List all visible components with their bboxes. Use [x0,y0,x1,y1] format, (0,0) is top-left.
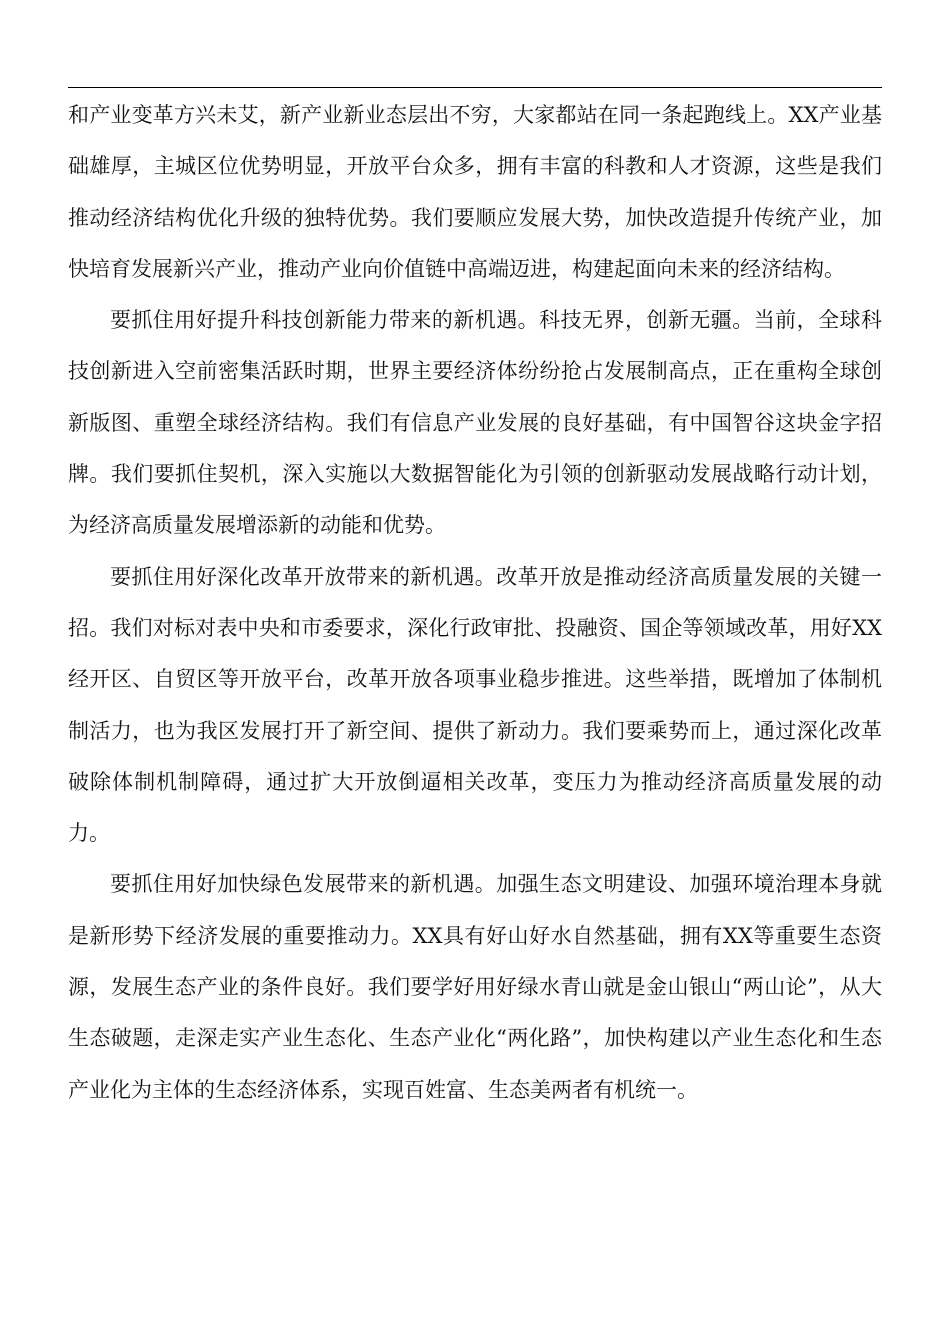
document-body [68,90,882,1116]
paragraph-industry-transformation: 和产业变革方兴未艾，新产业新业态层出不穷，大家都站在同一条起跑线上。XX产业基础雄厚，主城区位优势明显，开放平台众多，拥有丰富的科教和人才资源，这些是我们推动经济结构优化升级的独特优势。我们要顺应发展大势，加快改造提升传统产业，加快培育发展新兴产业，推动产业向价值链中高端迈进，构建起面向未来的经济结构。 [68,103,882,281]
paragraph-reform-opening: 要抓住用好深化改革开放带来的新机遇。改革开放是推动经济高质量发展的关键一招。我们对标对表中央和市委要求，深化行政审批、投融资、国企等领域改革，用好XX经开区、自贸区等开放平台，改革开放各项事业稳步推进。这些举措，既增加了体制机制活力，也为我区发展打开了新空间、提供了新动力。我们要乘势而上，通过深化改革破除体制机制障碍，通过扩大开放倒逼相关改革，变压力为推动经济高质量发展的动力。 [68,564,882,846]
paragraph-green-development: 要抓住用好加快绿色发展带来的新机遇。加强生态文明建设、加强环境治理本身就是新形势下经济发展的重要推动力。XX具有好山好水自然基础，拥有XX等重要生态资源，发展生态产业的条件良好。我们要学好用好绿水青山就是金山银山“两山论”，从大生态破题，走深走实产业生态化、生态产业化“两化路”，加快构建以产业生态化和生态产业化为主体的生态经济体系，实现百姓富、生态美两者有机统一。 [68,872,882,1102]
paragraph-tech-innovation: 要抓住用好提升科技创新能力带来的新机遇。科技无界，创新无疆。当前，全球科技创新进入空前密集活跃时期，世界主要经济体纷纷抢占发展制高点，正在重构全球创新版图、重塑全球经济结构。我们有信息产业发展的良好基础，有中国智谷这块金字招牌。我们要抓住契机，深入实施以大数据智能化为引领的创新驱动发展战略行动计划，为经济高质量发展增添新的动能和优势。 [68,308,882,538]
header-rule [68,87,882,88]
